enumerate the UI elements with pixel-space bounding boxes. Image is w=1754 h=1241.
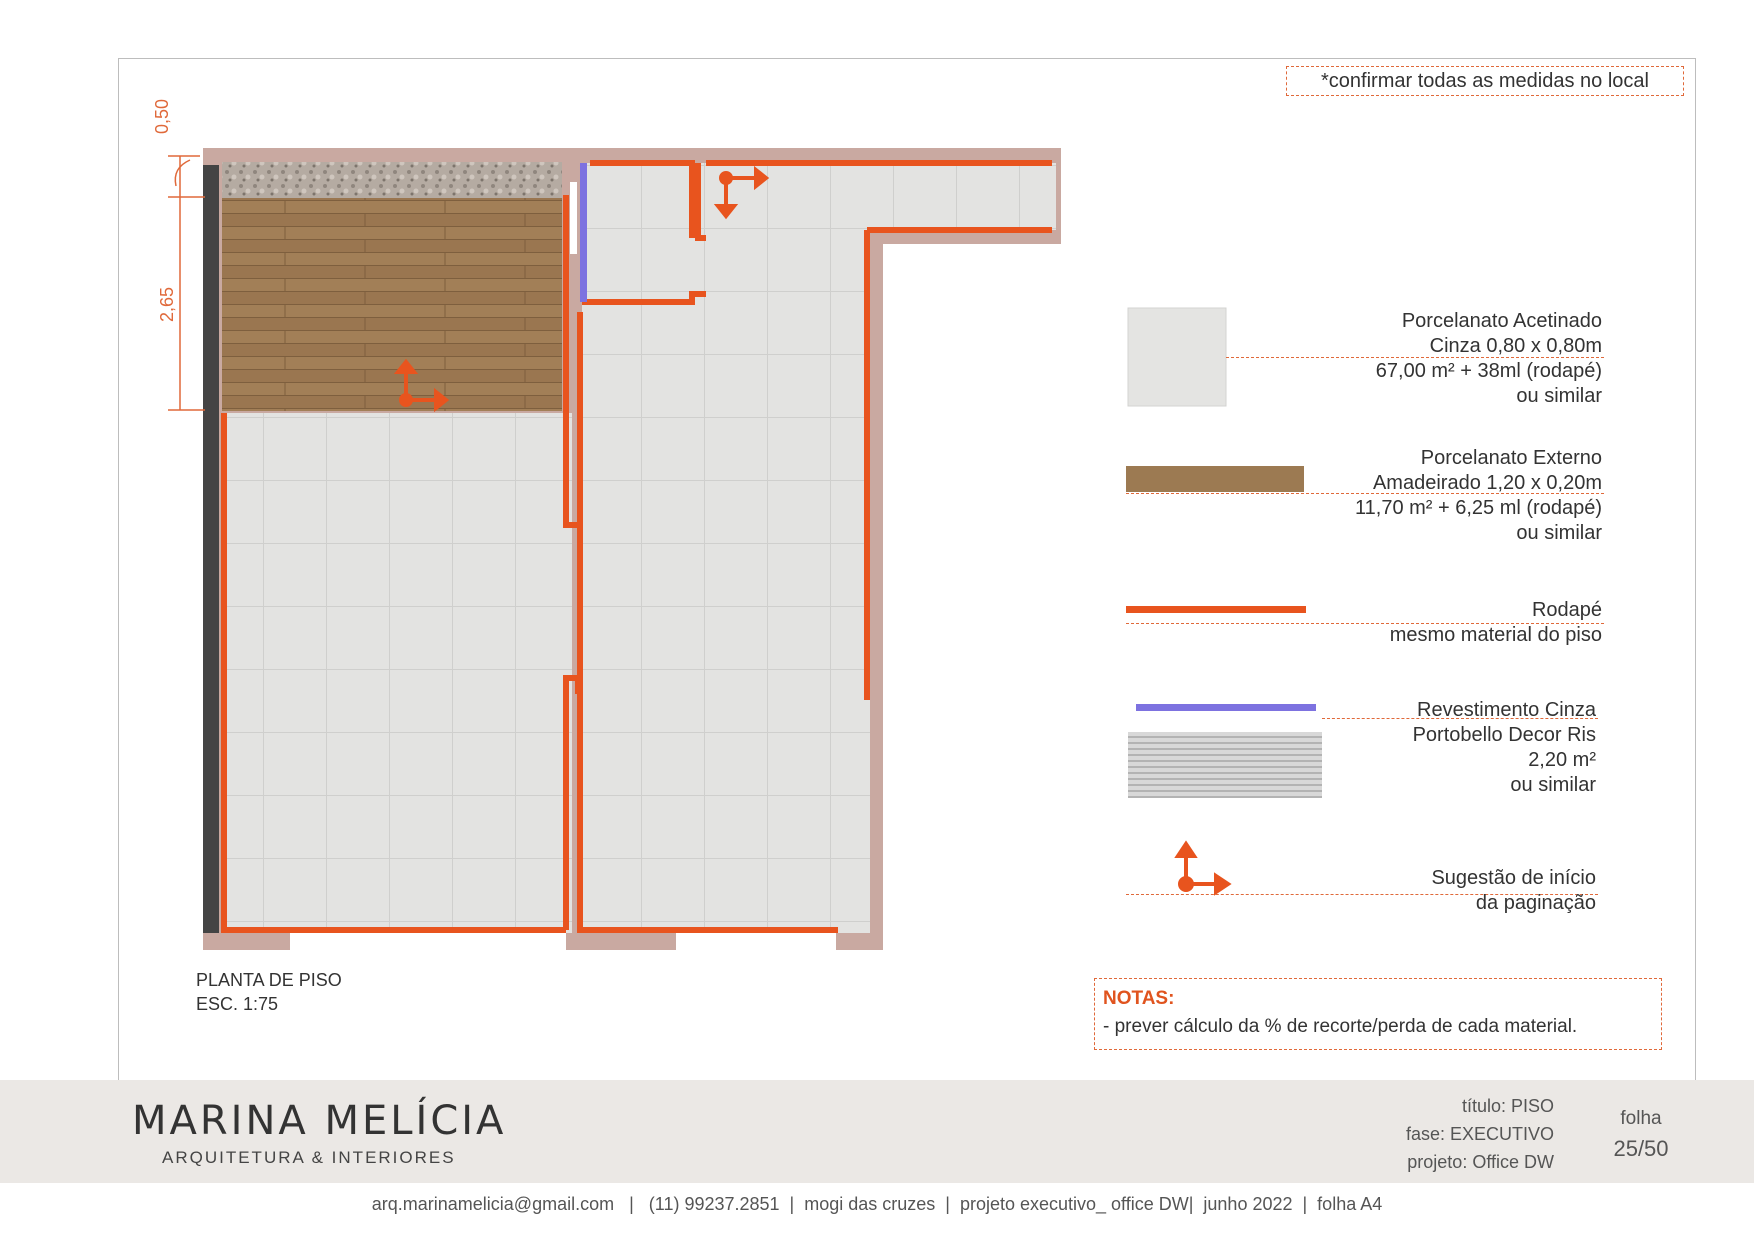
legend-line: Portobello Decor Ris (1412, 724, 1596, 746)
legend-gray-cladding (1413, 698, 1596, 798)
legend-line: da paginação (1475, 892, 1596, 914)
swatch-cladding-texture (1128, 732, 1322, 798)
brand-subtitle: ARQUITETURA & INTERIORES (162, 1148, 456, 1167)
cladding-wall (580, 163, 587, 302)
door-openings (290, 932, 836, 950)
legend-line: 2,20 m² (1528, 749, 1596, 771)
meta-title: título: PISO (1461, 1096, 1554, 1116)
legend-start-marker-icon (1178, 844, 1228, 892)
window-opening (570, 182, 577, 254)
dimension-top: 0,50 (152, 98, 172, 134)
swatch-cladding-line (1136, 704, 1316, 711)
legend-layout-start (1431, 866, 1596, 916)
legend-line: 11,70 m² + 6,25 ml (rodapé) (1355, 497, 1602, 519)
legend-line: Porcelanato Externo (1420, 447, 1602, 469)
title-block (1406, 1092, 1554, 1176)
meta-project: projeto: Office DW (1407, 1152, 1554, 1172)
sheet-number: 25/50 (1613, 1136, 1669, 1161)
legend-line: ou similar (1516, 522, 1602, 544)
legend-line: Amadeirado 1,20 x 0,20m (1372, 472, 1602, 494)
legend-line: Sugestão de início (1431, 867, 1596, 889)
swatch-gray-porcelain (1128, 308, 1226, 406)
legend-line: mesmo material do piso (1389, 624, 1602, 646)
stone-strip (222, 162, 562, 198)
brand-name: MARINA MELÍCIA (132, 1098, 507, 1144)
legend-wood-porcelain (1355, 446, 1602, 546)
contact-line: arq.marinamelicia@gmail.com | (11) 99237.2851 | mogi das cruzes | projeto executivo_ office DW| junho 2022 | folha A4 (371, 1194, 1383, 1214)
plan-title-name: PLANTA DE PISO (196, 970, 342, 990)
legend-line: Cinza 0,80 x 0,80m (1429, 335, 1602, 357)
legend-line: 67,00 m² + 38ml (rodapé) (1375, 360, 1602, 382)
meta-phase: fase: EXECUTIVO (1405, 1124, 1554, 1144)
dark-wall (203, 165, 219, 933)
notes-box (1094, 978, 1662, 1050)
legend-line: Porcelanato Acetinado (1401, 310, 1602, 332)
sheet-label: folha (1620, 1108, 1662, 1129)
dimension-side: 2,65 (157, 286, 177, 322)
dimension-lines (168, 156, 205, 410)
legend-line: ou similar (1516, 385, 1602, 407)
plan-scale: ESC. 1:75 (196, 994, 279, 1014)
legend-line: Rodapé (1531, 599, 1602, 621)
legend-line: Revestimento Cinza (1417, 699, 1596, 721)
legend-baseboard (1390, 598, 1602, 648)
floor-wood-porcelain (222, 198, 562, 411)
sheet-number-block (1608, 1108, 1674, 1162)
notes-item: - prever cálculo da % de recorte/perda de cada material. (1103, 1016, 1578, 1037)
confirm-measurements-note: *confirmar todas as medidas no local (1286, 66, 1684, 96)
swatch-wood-porcelain (1126, 466, 1304, 492)
legend-gray-porcelain (1376, 309, 1602, 409)
plan-title (196, 968, 342, 1016)
legend-line: ou similar (1510, 774, 1596, 796)
swatch-baseboard (1126, 606, 1306, 613)
notes-title: NOTAS: (1103, 988, 1175, 1009)
